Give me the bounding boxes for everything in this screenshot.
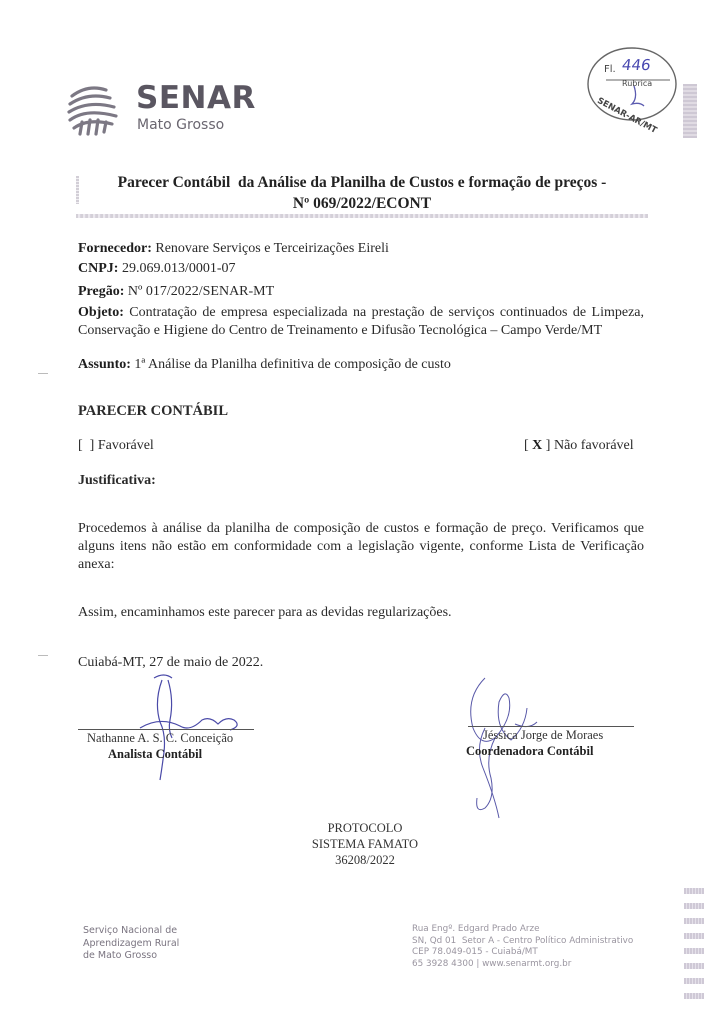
- stamp-rubrica-label: Rubrica: [622, 79, 653, 88]
- field-value: Nº 017/2022/SENAR-MT: [124, 284, 275, 299]
- margin-mark: [38, 655, 48, 656]
- signature-1-icon: [110, 672, 260, 782]
- field-value: Renovare Serviços e Terceirizações Eireli: [151, 241, 389, 256]
- field-label: CNPJ:: [78, 261, 119, 276]
- logo-title: SENAR: [136, 80, 256, 116]
- footer-organization: [83, 925, 179, 963]
- field-objeto: [78, 304, 644, 340]
- document-title-line2: Nº 069/2022/ECONT: [292, 195, 432, 212]
- stamp-circle-text: SENAR-AR/MT: [595, 96, 659, 136]
- field-value: Contratação de empresa especializada na prestação de serviços continuados de Limpeza, Conservação e Higiene do Centro de Treinamento e Difusão Tecnológica – Campo Verde/MT: [78, 305, 644, 338]
- field-label: Pregão:: [78, 284, 125, 299]
- checkbox-close: ]: [542, 438, 551, 453]
- protocol-block: [290, 820, 440, 868]
- field-fornecedor: [78, 240, 389, 258]
- signature-line-2: [468, 726, 634, 727]
- section-heading: PARECER CONTÁBIL: [78, 403, 228, 419]
- field-value: 1ª Análise da Planilha definitiva de composição de custo: [130, 357, 451, 372]
- title-rule: [76, 214, 648, 218]
- page-stamp: [582, 46, 678, 136]
- checkbox-empty: [ ]: [78, 438, 95, 453]
- stamp-fl-label: Fl.: [604, 64, 616, 75]
- stamp-page-number: 446: [620, 56, 652, 74]
- footer-org-line: de Mato Grosso: [83, 950, 158, 961]
- document-title: [76, 172, 648, 214]
- option-favorable: [78, 437, 154, 455]
- place-date: Cuiabá-MT, 27 de maio de 2022.: [78, 655, 264, 670]
- logo-subtitle: Mato Grosso: [137, 117, 225, 133]
- signer-1-role: Analista Contábil: [108, 747, 203, 761]
- protocol-line2: SISTEMA FAMATO: [311, 837, 419, 851]
- signer-2-role: Coordenadora Contábil: [466, 744, 594, 758]
- senar-logo-mark-icon: [66, 80, 124, 136]
- protocol-line1: PROTOCOLO: [327, 821, 403, 835]
- field-pregao: [78, 283, 274, 301]
- footer-org-line: Serviço Nacional de: [83, 925, 178, 936]
- signer-1-name: Nathanne A. S. C. Conceição: [87, 731, 234, 745]
- signer-2-name: Jéssica Jorge de Moraes: [483, 728, 604, 742]
- footer-address-line: SN, Qd 01 Setor A - Centro Político Administrativo: [412, 935, 634, 946]
- option-label: Não favorável: [550, 438, 634, 453]
- closing-paragraph: Assim, encaminhamos este parecer para as devidas regularizações.: [78, 605, 452, 620]
- justification-paragraph: Procedemos à análise da planilha de composição de custos e formação de preço. Verificamos que alguns itens não estão em conformidade com a legislação vigente, conforme Lista de Verificação anexa:: [78, 521, 644, 572]
- scan-marks-bottom: [684, 888, 704, 1008]
- footer-address-line: 65 3928 4300 | www.senarmt.org.br: [412, 958, 572, 969]
- checkbox-open: [: [524, 438, 533, 453]
- justification-label: Justificativa:: [78, 473, 156, 488]
- option-label: Favorável: [94, 438, 154, 453]
- option-unfavorable: [524, 437, 634, 455]
- senar-logo: [66, 78, 266, 138]
- margin-mark: [38, 373, 48, 374]
- field-label: Fornecedor:: [78, 241, 152, 256]
- footer-address-line: Rua Engº. Edgard Prado Arze: [412, 924, 540, 934]
- field-assunto: [78, 356, 451, 374]
- field-label: Objeto:: [78, 305, 124, 320]
- footer-address-line: CEP 78.049-015 - Cuiabá/MT: [412, 947, 538, 957]
- footer-address: [412, 924, 633, 970]
- footer-org-line: Aprendizagem Rural: [83, 937, 180, 949]
- signature-line-1: [78, 729, 254, 730]
- protocol-number: 36208/2022: [335, 853, 395, 867]
- document-title-line1: Parecer Contábil da Análise da Planilha de Custos e formação de preços -: [117, 174, 607, 191]
- field-label: Assunto:: [78, 357, 131, 372]
- field-cnpj: [78, 260, 236, 278]
- scan-mark-top: [683, 84, 697, 138]
- field-value: 29.069.013/0001-07: [118, 261, 236, 276]
- checkbox-mark: X: [532, 438, 543, 453]
